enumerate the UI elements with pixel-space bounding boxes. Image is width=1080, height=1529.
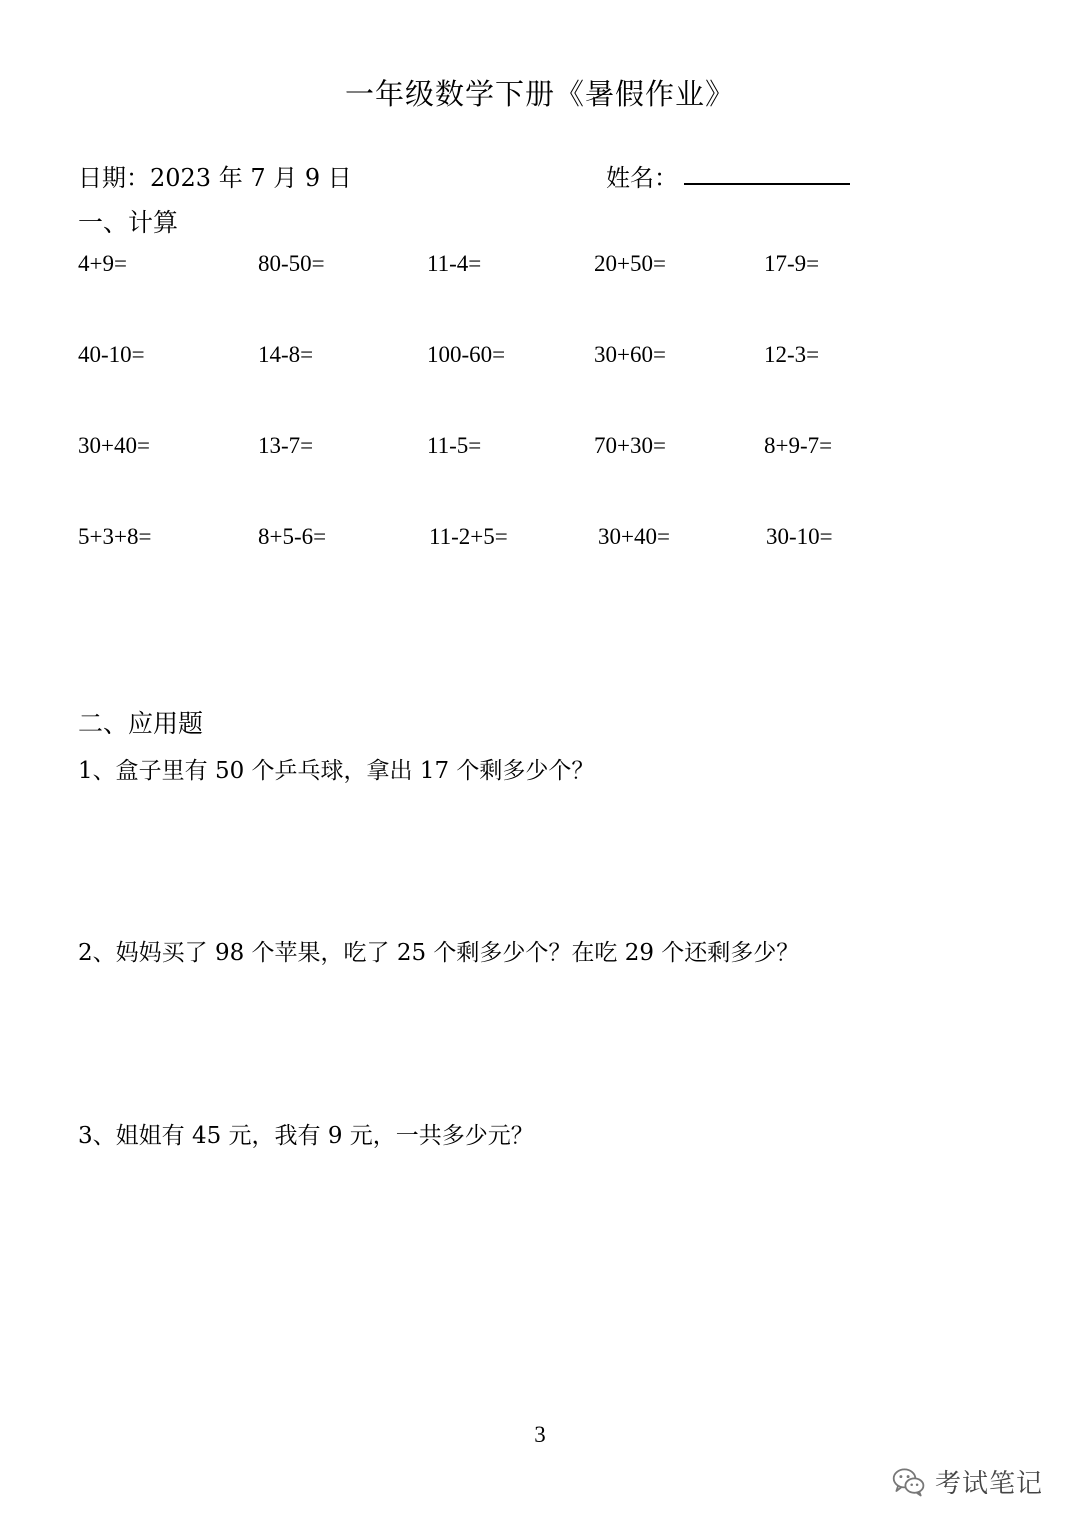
- watermark: [891, 1463, 1043, 1500]
- equation: 12-3=: [764, 342, 820, 367]
- equation: 30-10=: [766, 524, 833, 549]
- name-label: 姓名：: [606, 164, 678, 192]
- equation: 100-60=: [427, 342, 506, 367]
- equation: 5+3+8=: [78, 524, 152, 549]
- equation: 8+5-6=: [258, 524, 327, 549]
- equation: 4+9=: [78, 251, 127, 276]
- section-heading-calculation: 一、计算: [78, 208, 179, 237]
- equation: 17-9=: [764, 251, 820, 276]
- equation: 70+30=: [594, 433, 666, 458]
- name-blank-line: [684, 183, 850, 185]
- equation: 11-5=: [427, 433, 482, 458]
- equation: 30+40=: [598, 524, 670, 549]
- equation: 30+40=: [78, 433, 150, 458]
- word-problem-3: 3、姐姐有 45 元，我有 9 元，一共多少元？: [78, 1123, 534, 1149]
- equation: 80-50=: [258, 251, 325, 276]
- equation: 40-10=: [78, 342, 145, 367]
- equation: 11-4=: [427, 251, 482, 276]
- watermark-text: 考试笔记: [935, 1469, 1044, 1499]
- page-title: 一年级数学下册《暑假作业》: [344, 77, 735, 111]
- equation: 8+9-7=: [764, 433, 833, 458]
- word-problem-1: 1、盒子里有 50 个乒乓球，拿出 17 个剩多少个？: [78, 758, 595, 784]
- equation: 30+60=: [594, 342, 666, 367]
- date-line: 日期：2023 年 7 月 9 日: [78, 164, 352, 192]
- equation: 13-7=: [258, 433, 314, 458]
- word-problem-2: 2、妈妈买了 98 个苹果，吃了 25 个剩多少个？在吃 29 个还剩多少？: [78, 940, 800, 966]
- section-heading-word-problems: 二、应用题: [78, 709, 204, 738]
- equation: 11-2+5=: [429, 524, 508, 549]
- equation: 20+50=: [594, 251, 666, 276]
- page-number: 3: [534, 1422, 546, 1447]
- wechat-icon: [891, 1464, 927, 1500]
- equation: 14-8=: [258, 342, 314, 367]
